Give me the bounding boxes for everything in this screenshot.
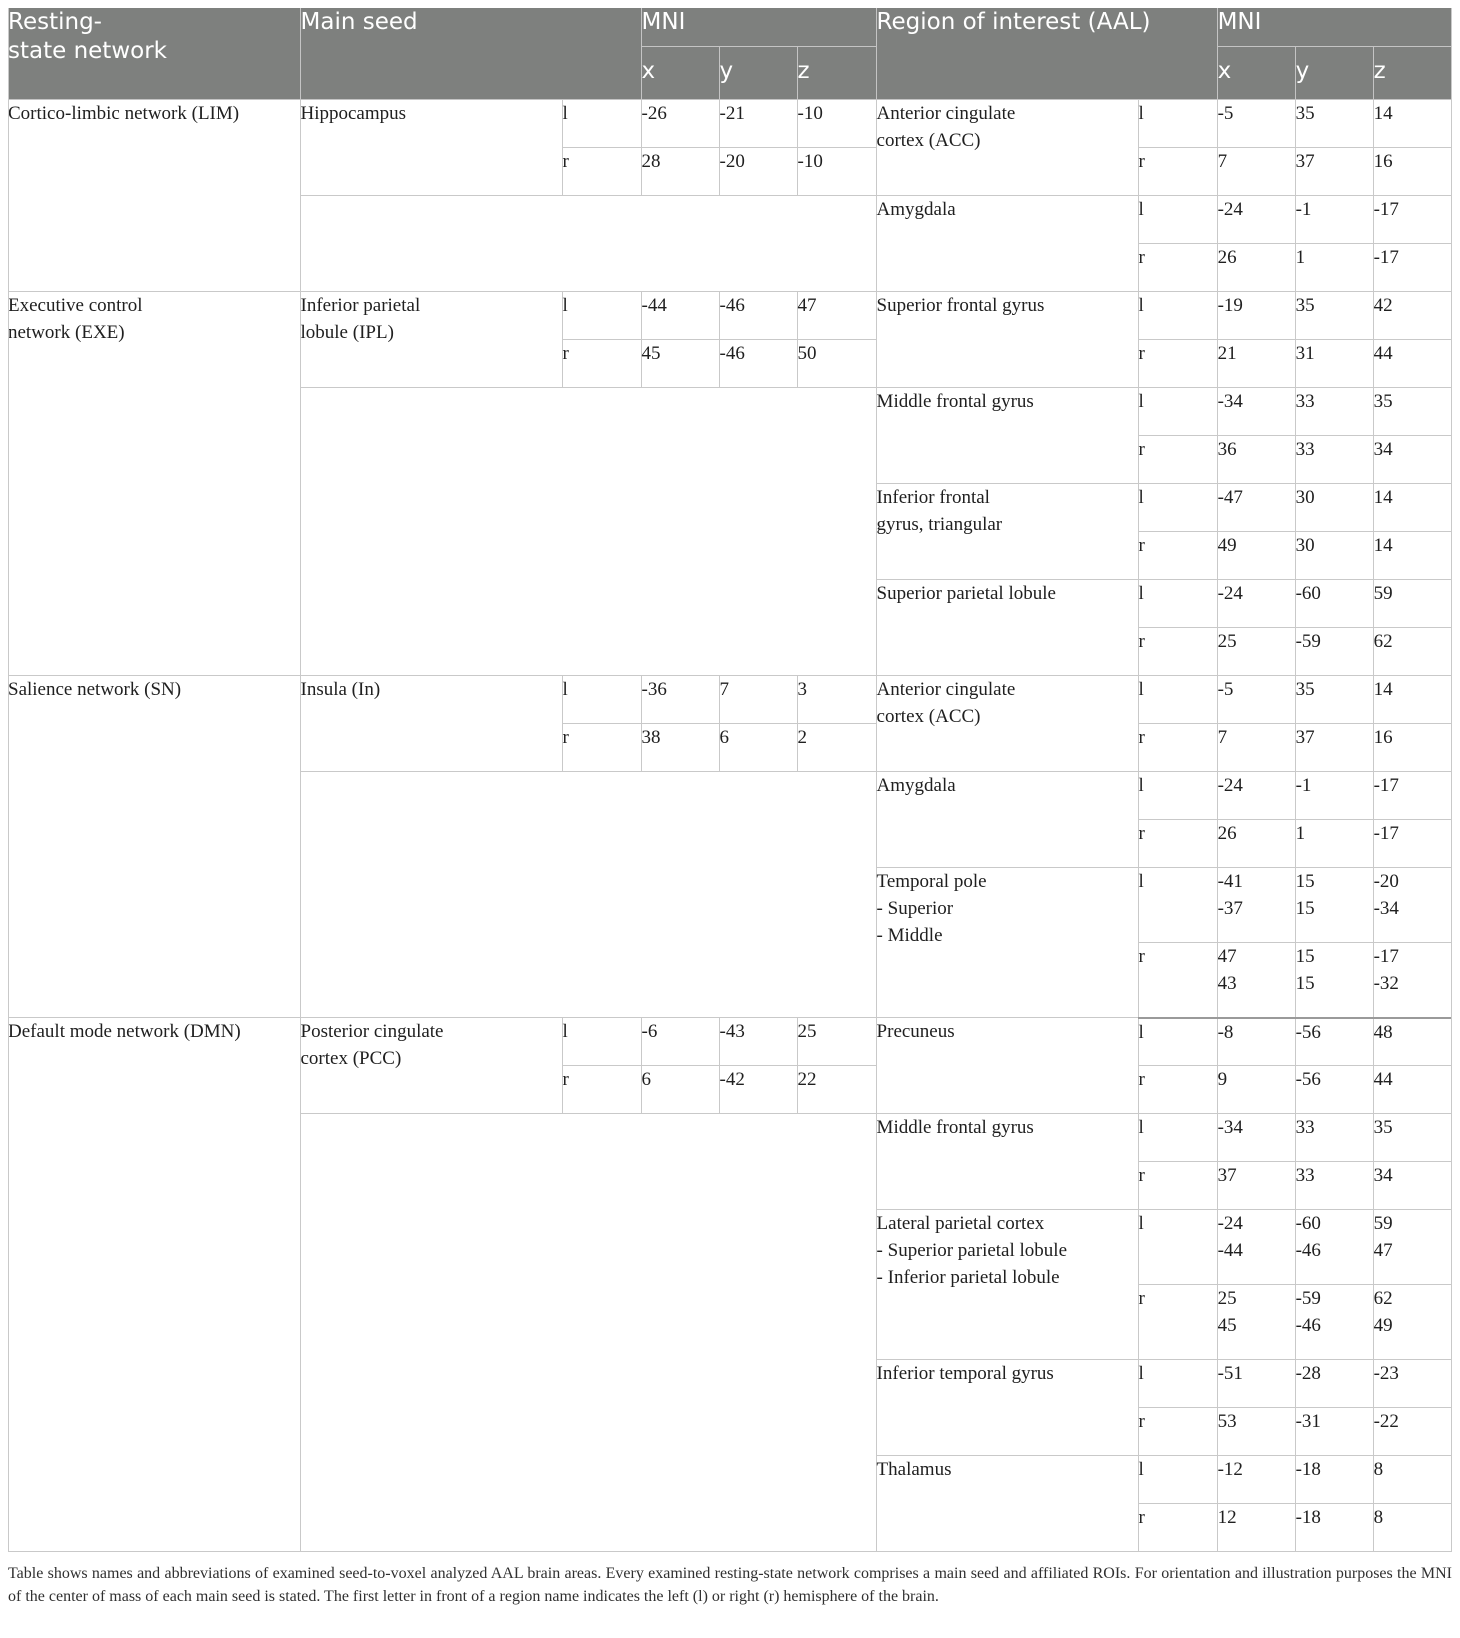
- seed-y: -46: [719, 292, 797, 340]
- roi-y: -59 -46: [1295, 1285, 1373, 1360]
- seed-x: -44: [641, 292, 719, 340]
- header-roi-y: y: [1295, 47, 1373, 100]
- roi-y: 33: [1295, 1162, 1373, 1210]
- roi-z: 16: [1373, 148, 1452, 196]
- header-seed-mni: MNI: [641, 8, 876, 47]
- roi-z: 35: [1373, 388, 1452, 436]
- roi-hemisphere: r: [1138, 1285, 1217, 1360]
- roi-hemisphere: r: [1138, 532, 1217, 580]
- roi-x: 49: [1217, 532, 1295, 580]
- roi-y: 33: [1295, 388, 1373, 436]
- header-main-seed: Main seed: [300, 8, 641, 100]
- seed-hemisphere: l: [562, 676, 641, 724]
- roi-y: 30: [1295, 532, 1373, 580]
- seed-name: Posterior cingulate cortex (PCC): [300, 1018, 562, 1114]
- roi-x: -51: [1217, 1360, 1295, 1408]
- roi-x: 26: [1217, 820, 1295, 868]
- roi-hemisphere: l: [1138, 676, 1217, 724]
- roi-name: Lateral parietal cortex - Superior parietal lobule - Inferior parietal lobule: [876, 1210, 1138, 1360]
- roi-hemisphere: l: [1138, 484, 1217, 532]
- roi-z: 34: [1373, 436, 1452, 484]
- roi-z: 34: [1373, 1162, 1452, 1210]
- roi-y: 35: [1295, 100, 1373, 148]
- roi-x: -24: [1217, 772, 1295, 820]
- roi-z: 8: [1373, 1504, 1452, 1552]
- roi-z: 62 49: [1373, 1285, 1452, 1360]
- roi-name: Anterior cingulate cortex (ACC): [876, 100, 1138, 196]
- roi-hemisphere: r: [1138, 436, 1217, 484]
- seed-x: 6: [641, 1066, 719, 1114]
- roi-z: 62: [1373, 628, 1452, 676]
- roi-hemisphere: r: [1138, 244, 1217, 292]
- roi-z: -17 -32: [1373, 943, 1452, 1018]
- seed-hemisphere: r: [562, 148, 641, 196]
- network-name: Executive control network (EXE): [8, 292, 300, 676]
- roi-z: 14: [1373, 676, 1452, 724]
- roi-x: 36: [1217, 436, 1295, 484]
- roi-y: 37: [1295, 724, 1373, 772]
- header-roi-mni: MNI: [1217, 8, 1452, 47]
- roi-y: 33: [1295, 1114, 1373, 1162]
- roi-x: -41 -37: [1217, 868, 1295, 943]
- roi-y: -28: [1295, 1360, 1373, 1408]
- seed-z: 3: [797, 676, 876, 724]
- seed-name: Hippocampus: [300, 100, 562, 196]
- roi-name: Temporal pole - Superior - Middle: [876, 868, 1138, 1018]
- roi-hemisphere: r: [1138, 340, 1217, 388]
- table-row: [8, 1018, 1452, 1066]
- roi-y: 1: [1295, 820, 1373, 868]
- roi-z: 59 47: [1373, 1210, 1452, 1285]
- roi-y: -56: [1295, 1018, 1373, 1066]
- roi-z: 14: [1373, 100, 1452, 148]
- network-name: Cortico-limbic network (LIM): [8, 100, 300, 292]
- roi-z: 44: [1373, 1066, 1452, 1114]
- roi-x: 26: [1217, 244, 1295, 292]
- table-row: [8, 292, 1452, 340]
- roi-x: -47: [1217, 484, 1295, 532]
- seed-empty-area: [300, 772, 876, 1018]
- header-seed-z: z: [797, 47, 876, 100]
- seed-name: Inferior parietal lobule (IPL): [300, 292, 562, 388]
- seed-z: -10: [797, 100, 876, 148]
- roi-x: -12: [1217, 1456, 1295, 1504]
- roi-hemisphere: r: [1138, 1066, 1217, 1114]
- roi-hemisphere: l: [1138, 1210, 1217, 1285]
- roi-name: Middle frontal gyrus: [876, 388, 1138, 484]
- seed-name: Insula (In): [300, 676, 562, 772]
- roi-y: 15 15: [1295, 868, 1373, 943]
- seed-empty-area: [300, 388, 876, 676]
- roi-x: -24 -44: [1217, 1210, 1295, 1285]
- seed-z: 50: [797, 340, 876, 388]
- roi-x: -34: [1217, 1114, 1295, 1162]
- roi-y: 33: [1295, 436, 1373, 484]
- roi-x: 7: [1217, 148, 1295, 196]
- seed-hemisphere: r: [562, 724, 641, 772]
- seed-y: -20: [719, 148, 797, 196]
- header-roi: Region of interest (AAL): [876, 8, 1217, 100]
- roi-name: Anterior cingulate cortex (ACC): [876, 676, 1138, 772]
- seed-z: 22: [797, 1066, 876, 1114]
- roi-z: 48: [1373, 1018, 1452, 1066]
- roi-x: 37: [1217, 1162, 1295, 1210]
- roi-y: -18: [1295, 1504, 1373, 1552]
- roi-name: Thalamus: [876, 1456, 1138, 1552]
- roi-hemisphere: r: [1138, 724, 1217, 772]
- seed-hemisphere: l: [562, 1018, 641, 1066]
- roi-z: 42: [1373, 292, 1452, 340]
- roi-hemisphere: r: [1138, 628, 1217, 676]
- roi-hemisphere: r: [1138, 148, 1217, 196]
- roi-x: -5: [1217, 100, 1295, 148]
- roi-z: 14: [1373, 484, 1452, 532]
- roi-z: -17: [1373, 772, 1452, 820]
- roi-hemisphere: l: [1138, 1360, 1217, 1408]
- seed-hemisphere: l: [562, 292, 641, 340]
- roi-name: Middle frontal gyrus: [876, 1114, 1138, 1210]
- roi-y: 31: [1295, 340, 1373, 388]
- roi-hemisphere: l: [1138, 388, 1217, 436]
- seed-x: 45: [641, 340, 719, 388]
- roi-x: 25: [1217, 628, 1295, 676]
- roi-hemisphere: l: [1138, 868, 1217, 943]
- seed-x: -26: [641, 100, 719, 148]
- roi-y: 15 15: [1295, 943, 1373, 1018]
- roi-y: -60: [1295, 580, 1373, 628]
- mni-coordinates-table: [8, 8, 1452, 1552]
- seed-x: -6: [641, 1018, 719, 1066]
- roi-z: -17: [1373, 196, 1452, 244]
- roi-x: 12: [1217, 1504, 1295, 1552]
- roi-hemisphere: l: [1138, 1018, 1217, 1066]
- header-seed-y: y: [719, 47, 797, 100]
- roi-x: 25 45: [1217, 1285, 1295, 1360]
- network-name: Salience network (SN): [8, 676, 300, 1018]
- seed-x: 28: [641, 148, 719, 196]
- seed-z: 25: [797, 1018, 876, 1066]
- roi-y: -60 -46: [1295, 1210, 1373, 1285]
- roi-z: 8: [1373, 1456, 1452, 1504]
- roi-hemisphere: l: [1138, 772, 1217, 820]
- roi-hemisphere: l: [1138, 580, 1217, 628]
- roi-z: 14: [1373, 532, 1452, 580]
- seed-z: 47: [797, 292, 876, 340]
- roi-z: -20 -34: [1373, 868, 1452, 943]
- seed-y: 6: [719, 724, 797, 772]
- roi-y: -18: [1295, 1456, 1373, 1504]
- roi-x: -5: [1217, 676, 1295, 724]
- roi-z: -22: [1373, 1408, 1452, 1456]
- roi-y: -56: [1295, 1066, 1373, 1114]
- table-row: [8, 676, 1452, 724]
- header-roi-x: x: [1217, 47, 1295, 100]
- seed-y: -42: [719, 1066, 797, 1114]
- roi-hemisphere: l: [1138, 196, 1217, 244]
- roi-hemisphere: l: [1138, 292, 1217, 340]
- roi-z: -17: [1373, 820, 1452, 868]
- roi-y: 1: [1295, 244, 1373, 292]
- roi-hemisphere: r: [1138, 1162, 1217, 1210]
- header-network: Resting- state network: [8, 8, 300, 100]
- roi-name: Superior parietal lobule: [876, 580, 1138, 676]
- roi-x: 53: [1217, 1408, 1295, 1456]
- roi-hemisphere: r: [1138, 1408, 1217, 1456]
- roi-x: 21: [1217, 340, 1295, 388]
- seed-empty-area: [300, 1114, 876, 1552]
- roi-y: 30: [1295, 484, 1373, 532]
- roi-name: Inferior frontal gyrus, triangular: [876, 484, 1138, 580]
- roi-y: 37: [1295, 148, 1373, 196]
- roi-hemisphere: r: [1138, 1504, 1217, 1552]
- roi-z: -23: [1373, 1360, 1452, 1408]
- seed-y: -43: [719, 1018, 797, 1066]
- roi-z: 59: [1373, 580, 1452, 628]
- roi-y: -1: [1295, 196, 1373, 244]
- seed-z: 2: [797, 724, 876, 772]
- table-body: [8, 100, 1452, 1552]
- roi-y: 35: [1295, 676, 1373, 724]
- table-row: [8, 100, 1452, 148]
- header-seed-x: x: [641, 47, 719, 100]
- seed-y: -21: [719, 100, 797, 148]
- roi-hemisphere: l: [1138, 100, 1217, 148]
- roi-z: 16: [1373, 724, 1452, 772]
- roi-y: -1: [1295, 772, 1373, 820]
- roi-z: 44: [1373, 340, 1452, 388]
- roi-x: -34: [1217, 388, 1295, 436]
- seed-hemisphere: l: [562, 100, 641, 148]
- roi-z: 35: [1373, 1114, 1452, 1162]
- seed-x: 38: [641, 724, 719, 772]
- network-name: Default mode network (DMN): [8, 1018, 300, 1552]
- roi-x: 9: [1217, 1066, 1295, 1114]
- seed-empty-area: [300, 196, 876, 292]
- seed-x: -36: [641, 676, 719, 724]
- roi-y: -59: [1295, 628, 1373, 676]
- roi-name: Superior frontal gyrus: [876, 292, 1138, 388]
- roi-name: Inferior temporal gyrus: [876, 1360, 1138, 1456]
- roi-y: 35: [1295, 292, 1373, 340]
- seed-hemisphere: r: [562, 1066, 641, 1114]
- roi-x: 7: [1217, 724, 1295, 772]
- header-roi-z: z: [1373, 47, 1452, 100]
- roi-y: -31: [1295, 1408, 1373, 1456]
- roi-x: -8: [1217, 1018, 1295, 1066]
- seed-y: -46: [719, 340, 797, 388]
- seed-z: -10: [797, 148, 876, 196]
- roi-name: Amygdala: [876, 772, 1138, 868]
- seed-y: 7: [719, 676, 797, 724]
- roi-x: -24: [1217, 580, 1295, 628]
- roi-name: Amygdala: [876, 196, 1138, 292]
- table-footnote: Table shows names and abbreviations of examined seed-to-voxel analyzed AAL brain areas. Every examined resting-state network comprises a main seed and affiliated ROIs. For orientation and illustration purposes the MNI of the center of mass of each main seed is stated. The first letter in front of a region name indicates the left (l) or right (r) hemisphere of the brain.: [8, 1565, 1452, 1605]
- roi-x: -19: [1217, 292, 1295, 340]
- roi-hemisphere: r: [1138, 943, 1217, 1018]
- roi-hemisphere: l: [1138, 1114, 1217, 1162]
- seed-hemisphere: r: [562, 340, 641, 388]
- roi-hemisphere: r: [1138, 820, 1217, 868]
- roi-x: 47 43: [1217, 943, 1295, 1018]
- roi-z: -17: [1373, 244, 1452, 292]
- roi-x: -24: [1217, 196, 1295, 244]
- roi-hemisphere: l: [1138, 1456, 1217, 1504]
- roi-name: Precuneus: [876, 1018, 1138, 1114]
